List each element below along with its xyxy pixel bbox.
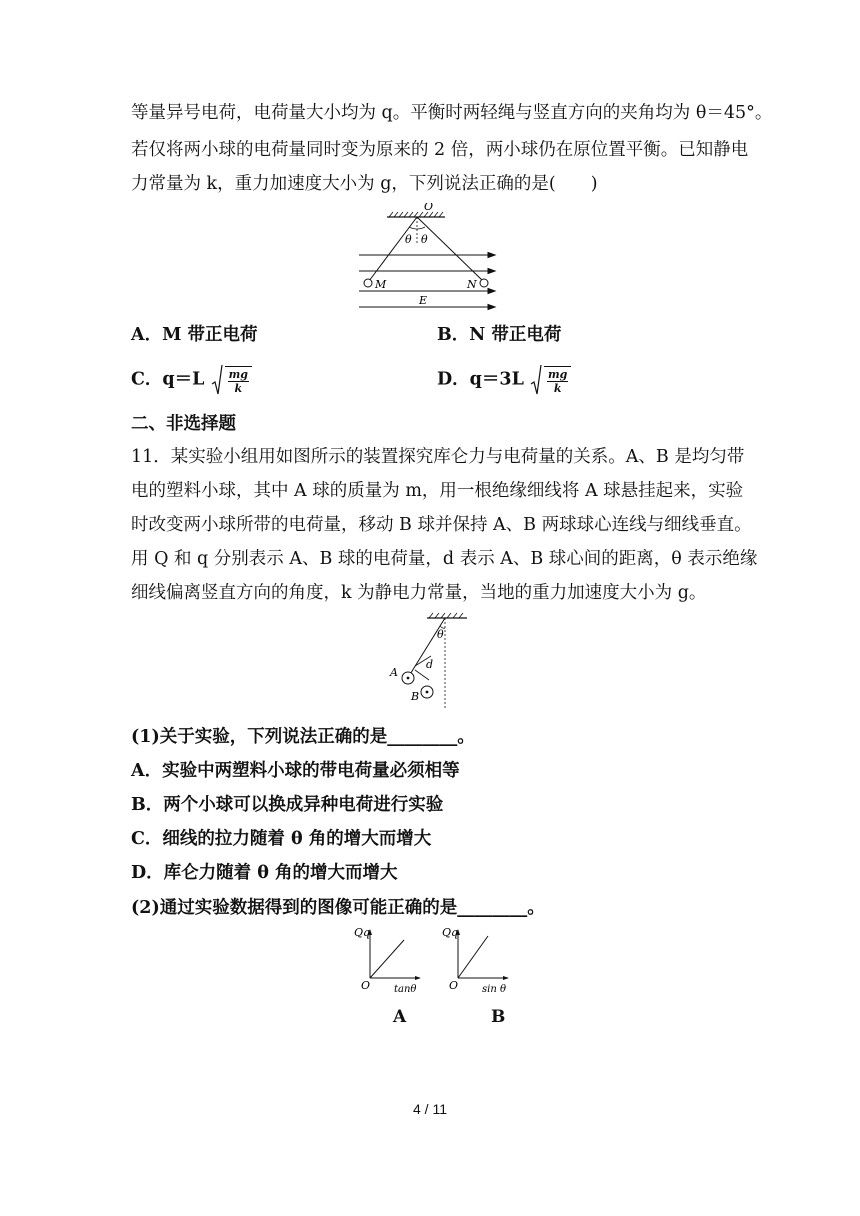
sqrt-mg-over-k	[530, 364, 571, 396]
graph-a-origin: O	[361, 979, 371, 992]
graph-b-xlabel: sin θ	[482, 984, 506, 995]
q10-option-c-prefix: C．q＝L	[131, 369, 205, 390]
q11-part1-option-a: A．实验中两塑料小球的带电荷量必须相等	[131, 761, 460, 781]
q11-part2-question: (2)通过实验数据得到的图像可能正确的是________。	[131, 898, 545, 918]
ball-M	[364, 279, 372, 287]
q10-option-b: B．N 带正电荷	[437, 325, 562, 345]
graph-b-ylabel: Qq	[442, 926, 459, 939]
q10-option-d	[437, 364, 571, 396]
section-title: 二、非选择题	[131, 414, 236, 434]
q11-line-4: 用 Q 和 q 分别表示 A、B 球的电荷量，d 表示 A、B 球心间的距离，θ 表示绝缘	[131, 549, 758, 569]
label-N: N	[467, 278, 477, 291]
q11-part1-option-d: D．库仑力随着 θ 角的增大而增大	[131, 863, 398, 883]
q10-figure-field-diagram	[355, 203, 500, 313]
label-M: M	[375, 278, 387, 291]
label-A: A	[390, 666, 398, 679]
q11-part1-option-c: C．细线的拉力随着 θ 角的增大而增大	[131, 829, 432, 849]
q11-part1-question: (1)关于实验，下列说法正确的是________。	[131, 727, 475, 747]
ball-N	[480, 279, 488, 287]
sqrt-sign-icon	[530, 364, 542, 396]
label-d: d	[426, 658, 434, 671]
page-number: 4 / 11	[413, 1101, 447, 1117]
q11-part1-option-b: B．两个小球可以换成异种电荷进行实验	[131, 795, 444, 815]
graph-a-ylabel: Qq	[354, 926, 371, 939]
label-theta-right: θ	[421, 233, 428, 246]
label-O: O	[424, 203, 434, 213]
q11-line-1: 11．某实验小组用如图所示的装置探究库仑力与电荷量的关系。A、B 是均匀带	[131, 447, 745, 467]
graph-a-xlabel: tanθ	[394, 984, 417, 995]
q10-line-3: 力常量为 k，重力加速度大小为 g，下列说法正确的是( )	[131, 174, 598, 194]
graph-b-caption: B	[491, 1007, 506, 1027]
graph-a	[352, 926, 422, 996]
frac-num: mg	[228, 367, 248, 381]
q10-line-2: 若仅将两小球的电荷量同时变为原来的 2 倍，两小球仍在原位置平衡。已知静电	[131, 140, 749, 160]
frac-den: k	[234, 381, 243, 395]
q11-figure-coulomb-setup	[385, 612, 475, 708]
q10-option-c	[131, 364, 252, 396]
q10-option-a: A．M 带正电荷	[131, 325, 258, 345]
q11-line-5: 细线偏离竖直方向的角度，k 为静电力常量，当地的重力加速度大小为 g。	[131, 583, 707, 603]
q11-line-3: 时改变两小球所带的电荷量，移动 B 球并保持 A、B 两球球心连线与细线垂直。	[131, 515, 752, 535]
label-B: B	[411, 690, 420, 703]
graph-b	[440, 926, 512, 996]
label-E: E	[419, 294, 428, 307]
q10-option-d-prefix: D．q＝3L	[437, 369, 524, 390]
label-theta-left: θ	[405, 233, 412, 246]
q11-line-2: 电的塑料小球，其中 A 球的质量为 m，用一根绝缘细线将 A 球悬挂起来，实验	[131, 481, 744, 501]
sqrt-sign-icon	[211, 364, 223, 396]
graph-b-origin: O	[449, 979, 459, 992]
graph-a-caption: A	[393, 1007, 407, 1027]
sqrt-mg-over-k	[211, 364, 252, 396]
frac-den: k	[553, 381, 562, 395]
q10-line-1: 等量异号电荷，电荷量大小均为 q。平衡时两轻绳与竖直方向的夹角均为 θ＝45°。	[131, 103, 773, 123]
label-theta: θ	[437, 628, 444, 641]
frac-num: mg	[548, 367, 568, 381]
